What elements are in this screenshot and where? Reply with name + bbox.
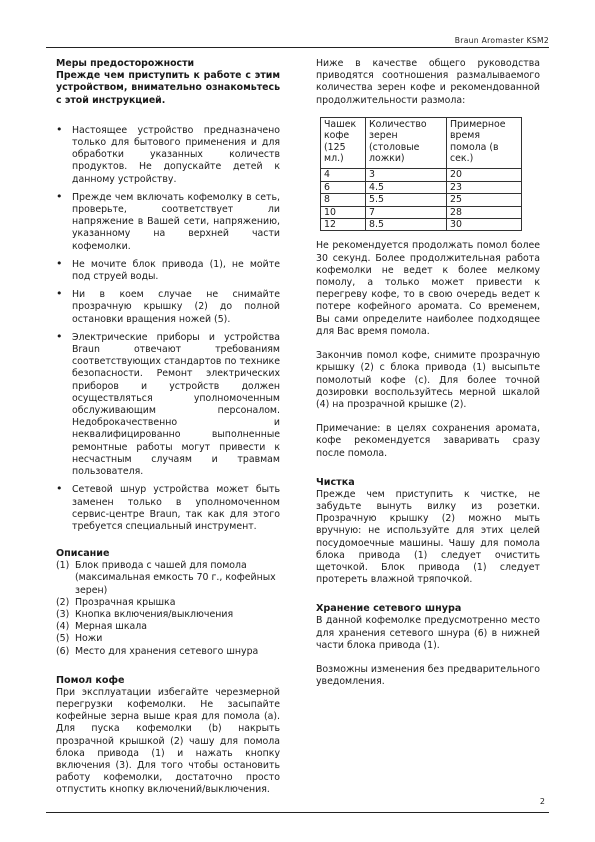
- part-number: (6): [56, 645, 70, 657]
- precautions-list: [56, 125, 280, 533]
- table-cell: 6: [321, 181, 366, 193]
- grinding-title: Помол кофе: [56, 674, 125, 686]
- table-cell: 5.5: [366, 194, 447, 206]
- cleaning-text: Прежде чем приступить к чистке, не забудьте вынуть вилку из розетки. Прозрачную крышку (2) можно мыть вручную: не используйте для этих целей посудомоечные машины. Чашу для помола блока привода (1) следует очистить щеточкой. Блок привода (1) следует протереть влажной тряпочкой.: [316, 488, 540, 586]
- precautions-title: Меры предосторожности: [56, 58, 195, 69]
- table-cell: 3: [366, 169, 447, 181]
- list-item: • Электрические приборы и устройства Braun отвечают требованиям соответствующих стандартов по технике безопасности. Ремонт электрических приборов и устройств должен осуществляться уполномоченным обслуживающим персоналом. Недоброкачественно и неквалифицированно выполненные ремонтные работы могут привести к несчастным случаям и травмам пользователя.: [56, 332, 280, 478]
- table-cell: 23: [447, 181, 522, 193]
- table-header-cell: Примерное время помола (в сек.): [447, 117, 522, 169]
- header-rule: [46, 47, 549, 48]
- cleaning-title: Чистка: [316, 476, 355, 488]
- table-cell: 8: [321, 194, 366, 206]
- table-cell: 30: [447, 219, 522, 231]
- table-cell: 12: [321, 219, 366, 231]
- list-item: • Настоящее устройство предназначено только для бытового применения и для обработки указанных количеств продуктов. Не допускайте детей к данному устройству.: [56, 125, 280, 186]
- changes-note: Возможны изменения без предварительного уведомления.: [316, 663, 541, 688]
- parts-list: [56, 560, 280, 658]
- table-cell: 25: [447, 194, 522, 206]
- list-item: [56, 597, 280, 609]
- table-cell: 20: [447, 169, 522, 181]
- table-header-row: [321, 117, 522, 169]
- table-row: [321, 181, 522, 193]
- left-column: [56, 58, 280, 797]
- description-title: Описание: [56, 548, 110, 560]
- table-cell: 28: [447, 206, 522, 218]
- list-item: [56, 633, 280, 645]
- footer-rule: [46, 812, 549, 813]
- note-paragraph: Примечание: в целях сохранения аромата, кофе рекомендуется заваривать сразу после помола.: [316, 423, 540, 459]
- grind-limit-paragraph: Не рекомендуется продолжать помол более 30 секунд. Более продолжительная работа кофемолки не ведет к более мелкому помолу, а только может привести к перегреву кофе, то в свою очередь ведет к потере кофейного аромата. Со временем, Вы сами определите наиболее подходящее для Вас время помола.: [316, 240, 540, 337]
- table-header-cell: Количество зерен (столовые ложки): [366, 117, 447, 169]
- table-intro: Ниже в качестве общего руководства приводятся соотношения размалываемого количества зерен кофе и рекомендованной продолжительности размола:: [316, 58, 540, 106]
- brand-header: Braun Aromaster KSM2: [454, 36, 549, 45]
- table-cell: 4.5: [366, 181, 447, 193]
- table-row: [321, 206, 522, 218]
- table-cell: 7: [366, 206, 447, 218]
- part-number: (2): [56, 596, 70, 608]
- storage-title: Хранение сетевого шнура: [316, 603, 462, 615]
- table-cell: 4: [321, 169, 366, 181]
- part-label: Ножи: [75, 633, 103, 645]
- part-label: Мерная шкала: [75, 621, 148, 633]
- part-number: (5): [56, 633, 70, 645]
- grinding-text: При эксплуатации избегайте черезмерной перегрузки кофемолки. Не засыпайте кофейные зерна выше края для помола (a). Для пуска кофемолки (b) накрыть прозрачной крышкой (2) чашу для помола блока привода (1) и нажать кнопку включения (3). Для того чтобы остановить работу кофемолки, достаточно просто отпустить кнопку включений/выключения.: [56, 686, 280, 796]
- storage-text: В данной кофемолке предусмотренно место для хранения сетевого шнура (6) в нижней части блока привода (1).: [316, 615, 540, 651]
- table-row: [321, 169, 522, 181]
- list-item: [56, 646, 280, 658]
- list-item: • Прежде чем включать кофемолку в сеть, проверьте, соответствует ли напряжение в Вашей сети, напряжению, указанному на верхней части кофемолки.: [56, 192, 280, 253]
- table-header-cell: Чашек кофе (125 мл.): [321, 117, 366, 169]
- grinding-table: [320, 117, 522, 232]
- list-item: [56, 560, 280, 597]
- part-label: Блок привода с чашей для помола (максимальная емкость 70 г., кофейных зерен): [75, 560, 276, 596]
- part-label: Прозрачная крышка: [75, 596, 176, 608]
- list-item: • Не мочите блок привода (1), не мойте под струей воды.: [56, 259, 280, 283]
- list-item: • Сетевой шнур устройства может быть заменен только в уполномоченном сервис-центре Braun, так как для этого требуется специальный инструмент.: [56, 484, 280, 533]
- list-item: • Ни в коем случае не снимайте прозрачную крышку (2) до полной остановки вращения ножей (5).: [56, 289, 280, 326]
- list-item: [56, 609, 280, 621]
- part-label: Место для хранения сетевого шнура: [75, 645, 259, 657]
- page-number: 2: [539, 797, 545, 806]
- table-cell: 8.5: [366, 219, 447, 231]
- right-column: [316, 58, 540, 688]
- precautions-intro: Прежде чем приступить к работе с этим устройством, внимательно ознакомьтесь с этой инструкцией.: [56, 70, 280, 106]
- part-number: (4): [56, 621, 70, 633]
- table-cell: 10: [321, 206, 366, 218]
- table-row: [321, 194, 522, 206]
- list-item: [56, 621, 280, 633]
- part-number: (3): [56, 608, 70, 620]
- part-label: Кнопка включения/выключения: [75, 608, 234, 620]
- table-row: [321, 219, 522, 231]
- part-number: (1): [56, 560, 70, 572]
- after-grinding-paragraph: Закончив помол кофе, снимите прозрачную крышку (2) с блока привода (1) высыпьте помолотый кофе (c). Для более точной дозировки воспользуйтесь мерной шкалой (4) на прозрачной крышке (2).: [316, 350, 540, 410]
